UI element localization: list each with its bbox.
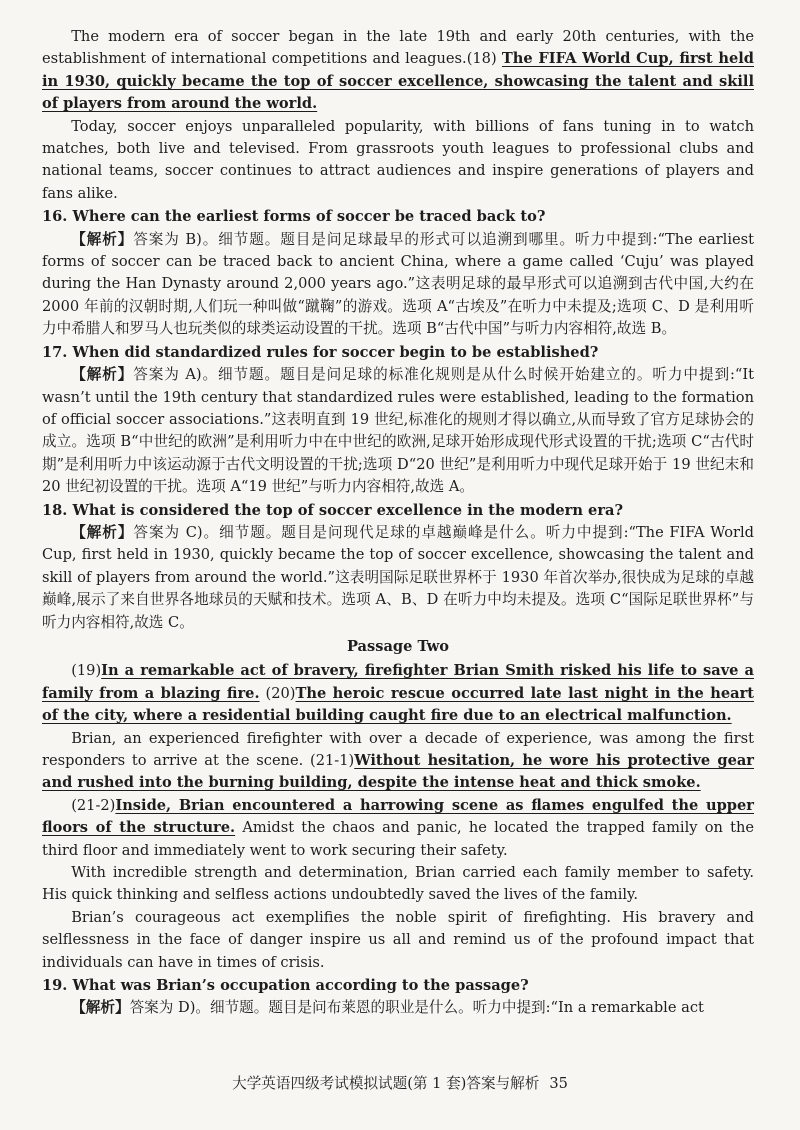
analysis-body: 答案为 B)。细节题。题目是问足球最早的形式可以追溯到哪里。听力中提到:“The earliest forms of soccer can be traced back to ancient China, where a game called ‘Cuju’ was played during the Han Dynasty around 2,000 years ago.”这表明足球的最早形式可以追溯到古代中国,大约在 2000 年前的汉朝时期,人们玩一种叫做“蹴鞠”的游戏。选项 A“古埃及”在听力中未提及;选项 C、D 是利用听力中希腊人和罗马人也玩类似的球类运动设置的干扰。选项 B“古代中国”与听力内容相符,故选 B。 xyxy=(42,230,754,338)
paragraph-text: Amidst the chaos and panic, he located the trapped family on the third floor and immediately went to work securing their safety. xyxy=(42,819,754,859)
paragraph-text: Brian, an experienced firefighter with over a decade of experience, was among the first responders to arrive at the scene. xyxy=(42,729,754,769)
passage-two-paragraph-conclusion: Brian’s courageous act exemplifies the noble spirit of firefighting. His bravery and selflessness in the face of danger inspire us all and remind us of the profound impact that individuals can have in times of crisis. xyxy=(42,908,754,971)
question-17-analysis xyxy=(42,364,754,498)
highlighted-answer-19: In a remarkable act of bravery, firefighter Brian Smith risked his life to save a family from a blazing fire. xyxy=(42,662,754,702)
analysis-body: 答案为 A)。细节题。题目是问足球的标准化规则是从什么时候开始建立的。听力中提到:“It wasn’t until the 19th century that standardized rules were established, leading to the formation of official soccer associations.”这表明直到 19 世纪,标准化的规则才得以确立,从而导致了官方足球协会的成立。选项 B“中世纪的欧洲”是利用听力中在中世纪的欧洲,足球开始形成现代形式设置的干扰;选项 C“古代时期”是利用听力中该运动源于古代文明设置的干扰;选项 D“20 世纪”是利用听力中现代足球开始于 19 世纪末和 20 世纪初设置的干扰。选项 A“19 世纪”与听力内容相符,故选 A。 xyxy=(42,366,754,496)
analysis-tag: 【解析】 xyxy=(71,999,130,1017)
document-page xyxy=(42,26,754,1020)
passage-two-paragraph-rescue xyxy=(42,660,754,727)
analysis-tag: 【解析】 xyxy=(71,230,134,248)
question-18-title: 18. What is considered the top of soccer excellence in the modern era? xyxy=(42,501,624,519)
question-marker-21-1: (21-1) xyxy=(310,752,355,769)
footer-title: 大学英语四级考试模拟试题(第 1 套)答案与解析 xyxy=(232,1075,540,1092)
question-marker-19: (19) xyxy=(71,662,102,680)
question-16-analysis xyxy=(42,229,754,341)
passage-two-heading: Passage Two xyxy=(346,637,450,655)
question-16-title: 16. Where can the earliest forms of soccer be traced back to? xyxy=(42,208,546,226)
question-marker-21-2: (21-2) xyxy=(71,796,116,814)
analysis-body: 答案为 C)。细节题。题目是问现代足球的卓越巅峰是什么。听力中提到:“The FIFA World Cup, first held in 1930, quickly became the top of soccer excellence, showcasing the talent and skill of players from around the world.”这表明国际足联世界杯于 1930 年首次举办,很快成为足球的卓越巅峰,展示了来自世界各地球员的天赋和技术。选项 A、B、D 在听力中均未提及。选项 C“国际足联世界杯”与听力内容相符,故选 C。 xyxy=(42,523,754,631)
passage-one-paragraph-modern-era xyxy=(42,26,754,116)
analysis-tag: 【解析】 xyxy=(71,366,134,384)
highlighted-answer-21-2: Inside, Brian encountered a harrowing scene as flames engulfed the upper floors of the structure. xyxy=(42,796,754,837)
question-17-title: 17. When did standardized rules for soccer begin to be established? xyxy=(42,343,599,361)
page-number: 35 xyxy=(549,1075,568,1092)
highlighted-answer-18: The FIFA World Cup, first held in 1930, quickly became the top of soccer excellence, showcasing the talent and skill of players from around the world. xyxy=(42,50,754,113)
page-footer xyxy=(0,1073,800,1095)
highlighted-answer-21-1: Without hesitation, he wore his protective gear and rushed into the burning building, despite the intense heat and thick smoke. xyxy=(42,752,754,792)
question-18-analysis xyxy=(42,522,754,634)
paragraph-text: The modern era of soccer began in the late 19th and early 20th centuries, with the establishment of international competitions and leagues. xyxy=(42,28,754,68)
question-marker-18: (18) xyxy=(466,50,497,68)
question-19-title: 19. What was Brian’s occupation according to the passage? xyxy=(42,977,529,995)
analysis-body: 答案为 D)。细节题。题目是问布莱恩的职业是什么。听力中提到:“In a remarkable act xyxy=(129,999,704,1017)
question-19-analysis xyxy=(42,997,754,1019)
passage-two-paragraph-responders xyxy=(42,728,754,795)
passage-two-paragraph-strength: With incredible strength and determination, Brian carried each family member to safety. His quick thinking and selfless actions undoubtedly saved the lives of the family. xyxy=(42,864,754,904)
passage-one-paragraph-popularity: Today, soccer enjoys unparalleled popularity, with billions of fans tuning in to watch matches, both live and televised. From grassroots youth leagues to professional clubs and national teams, soccer continues to attract audiences and inspire generations of players and fans alike. xyxy=(42,117,754,202)
analysis-tag: 【解析】 xyxy=(71,523,134,541)
passage-two-paragraph-inside xyxy=(42,795,754,862)
highlighted-answer-20: The heroic rescue occurred late last night in the heart of the city, where a residential building caught fire due to an electrical malfunction. xyxy=(42,684,755,725)
question-marker-20: (20) xyxy=(265,684,296,702)
